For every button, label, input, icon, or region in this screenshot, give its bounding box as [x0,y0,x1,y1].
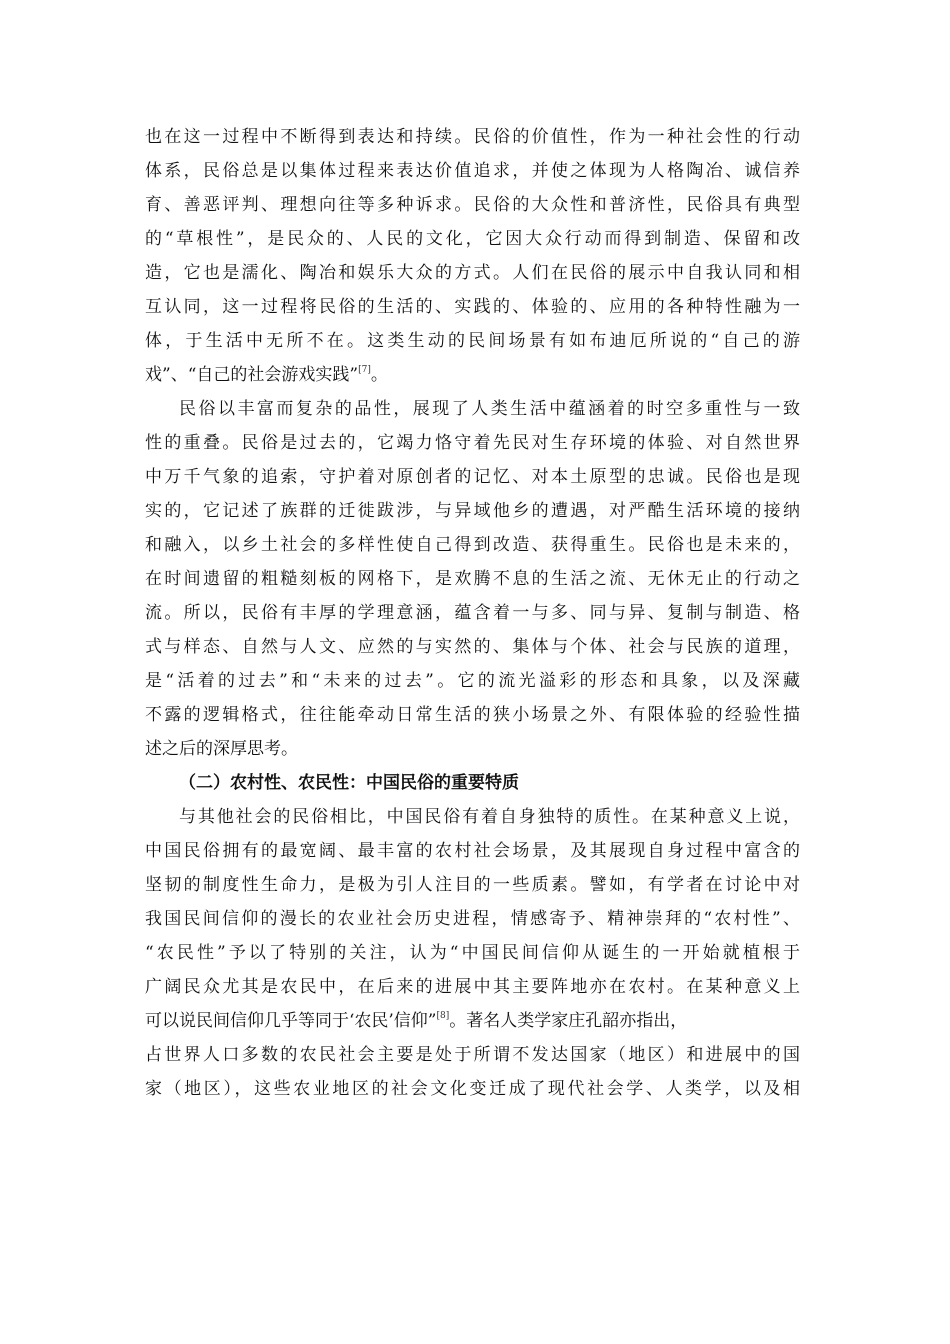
document-page [145,120,800,1106]
text-line: 也在这一过程中不断得到表达和持续。民俗的价值性，作为一种社会性的行动 [145,127,800,147]
text-line: 中国民俗拥有的最宽阔、最丰富的农村社会场景，及其展现自身过程中富含的 [145,841,800,861]
text-line: 和融入，以乡土社会的多样性使自己得到改造、获得重生。民俗也是未来的， [145,535,800,555]
text-line: 不露的逻辑格式，往往能牵动日常生活的狭小场景之外、有限体验的经验性描 [145,705,800,725]
text-line: 互认同，这一过程将民俗的生活的、实践的、体验的、应用的各种特性融为一 [145,297,800,317]
paragraph-3 [145,800,800,1106]
text-line: 育、善恶评判、理想向往等多种诉求。民俗的大众性和普济性，民俗具有典型 [145,195,800,215]
text-line: 中万千气象的追索，守护着对原创者的记忆、对本土原型的忠诚。民俗也是现 [145,467,800,487]
text-line [145,1004,800,1038]
text-line: 体系，民俗总是以集体过程来表达价值追求，并使之体现为人格陶冶、诚信养 [145,161,800,181]
paragraph-1 [145,120,800,392]
text-line: 是“活着的过去”和“未来的过去”。它的流光溢彩的形态和具象，以及深藏 [145,671,800,691]
citation-ref: [8] [436,1011,450,1021]
section-heading: （二）农村性、农民性：中国民俗的重要特质 [179,773,519,793]
text-line: 我国民间信仰的漫长的农业社会历史进程，情感寄予、精神崇拜的“农村性”、 [145,909,800,929]
text-line: 实的，它记述了族群的迁徙跋涉，与异域他乡的遭遇，对严酷生活环境的接纳 [145,501,800,521]
text-fragment: 可以说民间信仰几乎等同于‘农民’信仰” [145,1011,437,1031]
text-line: 体，于生活中无所不在。这类生动的民间场景有如布迪厄所说的“自己的游 [145,331,800,351]
text-line: 造，它也是濡化、陶冶和娱乐大众的方式。人们在民俗的展示中自我认同和相 [145,263,800,283]
text-line: 式与样态、自然与人文、应然的与实然的、集体与个体、社会与民族的道理， [145,637,800,657]
citation-ref: [7] [358,365,371,375]
text-fragment: 。 [370,365,388,385]
text-line: 述之后的深厚思考。 [145,739,298,759]
text-fragment: 戏”、“自己的社会游戏实践” [145,365,359,385]
text-line: 家（地区），这些农业地区的社会文化变迁成了现代社会学、人类学，以及相 [145,1079,800,1099]
paragraph-2 [145,392,800,766]
text-line: 在时间遗留的粗糙刻板的网格下，是欢腾不息的生活之流、无休无止的行动之 [145,569,800,589]
text-line [145,358,800,392]
text-line: 占世界人口多数的农民社会主要是处于所谓不发达国家（地区）和进展中的国 [145,1045,800,1065]
text-line: 的“草根性”，是民众的、人民的文化，它因大众行动而得到制造、保留和改 [145,229,800,249]
text-line: 民俗以丰富而复杂的品性，展现了人类生活中蕴涵着的时空多重性与一致 [179,399,800,419]
text-line: 广阔民众尤其是农民中，在后来的进展中其主要阵地亦在农村。在某种意义上 [145,977,800,997]
text-line: “农民性”予以了特别的关注，认为“中国民间信仰从诞生的一开始就植根于 [145,943,800,963]
text-line: 性的重叠。民俗是过去的，它竭力恪守着先民对生存环境的体验、对自然世界 [145,433,800,453]
text-line: 流。所以，民俗有丰厚的学理意涵，蕴含着一与多、同与异、复制与制造、格 [145,603,800,623]
text-fragment: 。著名人类学家庄孔韶亦指出， [449,1011,688,1031]
text-line: 与其他社会的民俗相比，中国民俗有着自身独特的质性。在某种意义上说， [179,807,800,827]
text-line: 坚韧的制度性生命力，是极为引人注目的一些质素。譬如，有学者在讨论中对 [145,875,800,895]
